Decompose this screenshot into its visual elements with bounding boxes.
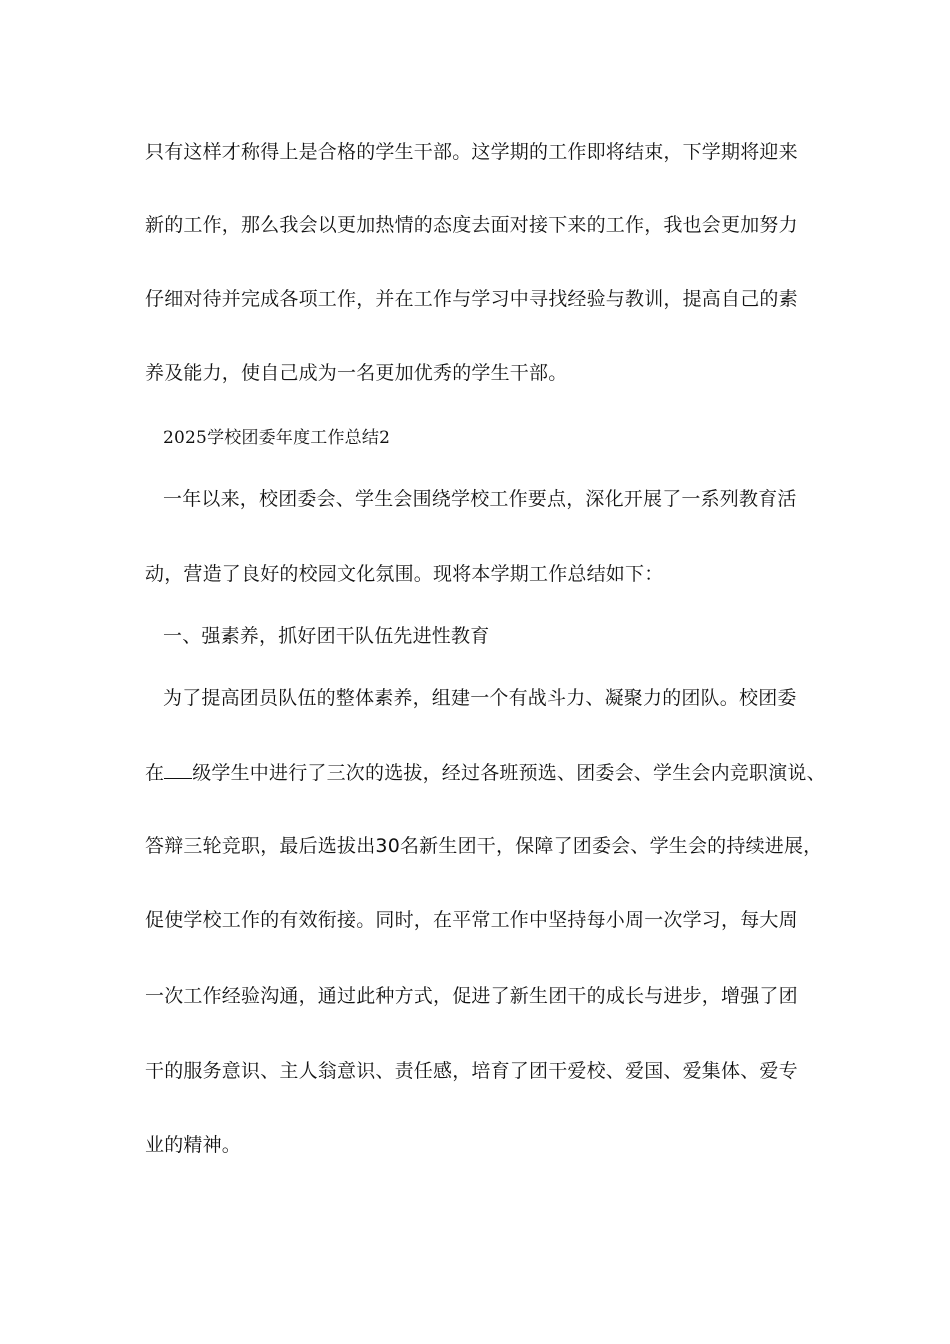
blank-underline bbox=[164, 760, 192, 779]
paragraph-line: 新的工作，那么我会以更加热情的态度去面对接下来的工作，我也会更加努力 bbox=[145, 214, 798, 236]
text-after-blank: 级学生中进行了三次的选拔，经过各班预选、团委会、学生会内竞职演说、 bbox=[192, 762, 826, 784]
paragraph-line: 业的精神。 bbox=[145, 1134, 242, 1156]
paragraph-line: 促使学校工作的有效衔接。同时，在平常工作中坚持每小周一次学习，每大周 bbox=[145, 909, 798, 931]
paragraph-line: 只有这样才称得上是合格的学生干部。这学期的工作即将结束，下学期将迎来 bbox=[145, 141, 798, 163]
section-title: 2025学校团委年度工作总结2 bbox=[163, 428, 391, 448]
paragraph-line-with-blank bbox=[145, 760, 826, 785]
paragraph-line: 一次工作经验沟通，通过此种方式，促进了新生团干的成长与进步，增强了团 bbox=[145, 985, 798, 1007]
paragraph-line: 为了提高团员队伍的整体素养，组建一个有战斗力、凝聚力的团队。校团委 bbox=[163, 687, 797, 709]
paragraph-line: 答辩三轮竞职，最后选拔出30名新生团干，保障了团委会、学生会的持续进展， bbox=[145, 835, 823, 857]
paragraph-line: 养及能力，使自己成为一名更加优秀的学生干部。 bbox=[145, 362, 568, 384]
subheading: 一、强素养，抓好团干队伍先进性教育 bbox=[163, 625, 490, 647]
paragraph-line: 仔细对待并完成各项工作，并在工作与学习中寻找经验与教训，提高自己的素 bbox=[145, 288, 798, 310]
paragraph-line: 一年以来，校团委会、学生会围绕学校工作要点，深化开展了一系列教育活 bbox=[163, 488, 797, 510]
text-before-blank: 在 bbox=[145, 762, 165, 784]
paragraph-line: 动，营造了良好的校园文化氛围。现将本学期工作总结如下： bbox=[145, 563, 664, 585]
paragraph-line: 干的服务意识、主人翁意识、责任感，培育了团干爱校、爱国、爱集体、爱专 bbox=[145, 1060, 798, 1082]
